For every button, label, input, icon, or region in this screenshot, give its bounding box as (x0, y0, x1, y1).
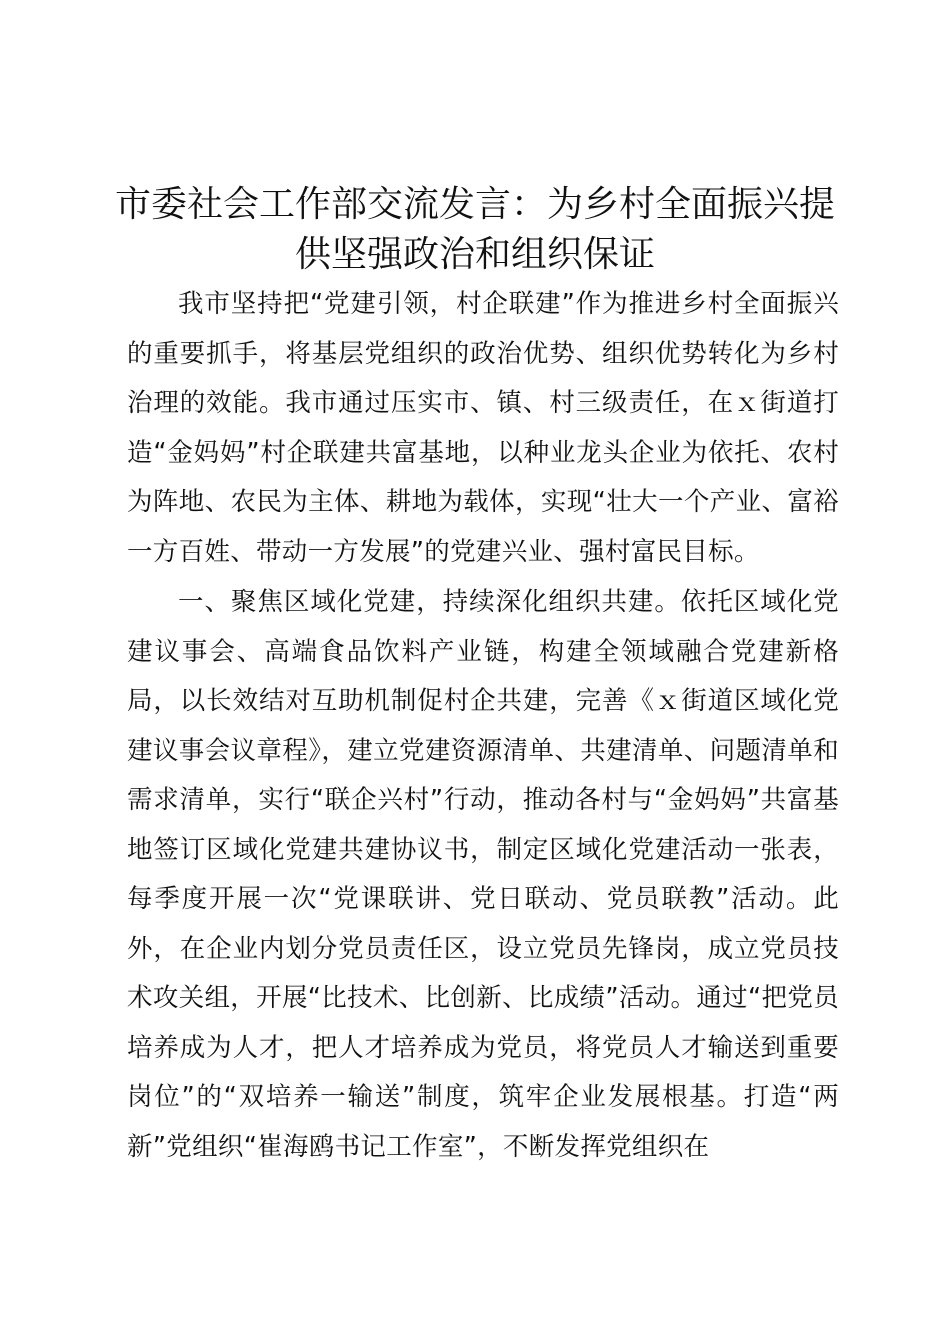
paragraph-intro: 我市坚持把“党建引领，村企联建”作为推进乡村全面振兴的重要抓手，将基层党组织的政治优势、组织优势转化为乡村治理的效能。我市通过压实市、镇、村三级责任，在ｘ街道打造“金妈妈”村企联建共富基地，以种业龙头企业为依托、农村为阵地、农民为主体、耕地为载体，实现“壮大一个产业、富裕一方百姓、带动一方发展”的党建兴业、强村富民目标。 (127, 289, 839, 567)
document-body (127, 280, 839, 1172)
paragraph-section-one: 一、聚焦区域化党建，持续深化组织共建。依托区域化党建议事会、高端食品饮料产业链，构建全领域融合党建新格局，以长效结对互助机制促村企共建，完善《ｘ街道区域化党建议事会议章程》，建立党建资源清单、共建清单、问题清单和需求清单，实行“联企兴村”行动，推动各村与“金妈妈”共富基地签订区域化党建共建协议书，制定区域化党建活动一张表，每季度开展一次“党课联讲、党日联动、党员联教”活动。此外，在企业内划分党员责任区，设立党员先锋岗，成立党员技术攻关组，开展“比技术、比创新、比成绩”活动。通过“把党员培养成为人才，把人才培养成为党员，将党员人才输送到重要岗位”的“双培养一输送”制度，筑牢企业发展根基。打造“两新”党组织“崔海鸥书记工作室”，不断发挥党组织在 (127, 587, 839, 1162)
document-title: 市委社会工作部交流发言：为乡村全面振兴提供坚强政治和组织保证 (114, 184, 835, 275)
